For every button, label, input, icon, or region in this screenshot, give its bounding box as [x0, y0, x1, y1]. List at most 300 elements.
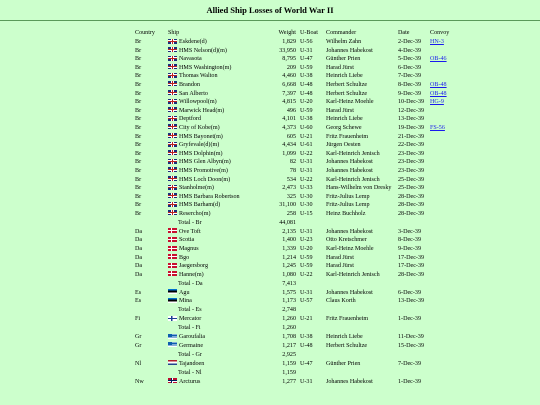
date-cell: 1-Dec-39	[398, 378, 422, 385]
country-flag-icon	[168, 263, 177, 268]
table-row	[133, 124, 458, 133]
empty-cell	[298, 324, 458, 333]
empty-cell	[133, 351, 166, 360]
country-flag-icon	[168, 176, 177, 181]
country-flag-icon	[168, 150, 177, 155]
weight-cell: 1,080	[282, 271, 296, 278]
ship-losses-table	[133, 28, 458, 387]
ship-cell	[166, 342, 266, 351]
convoy-link[interactable]: HG-9	[430, 99, 444, 106]
weight-cell: 2,473	[282, 185, 296, 192]
ship-cell	[166, 124, 266, 133]
table-row	[133, 254, 458, 263]
total-row	[133, 306, 458, 315]
country-cell: Nw	[135, 378, 144, 385]
title-divider	[0, 20, 540, 21]
country-cell: Br	[135, 159, 142, 166]
country-cell: Br	[135, 133, 142, 140]
country-cell: Gr	[135, 334, 142, 341]
country-flag-icon	[168, 185, 177, 190]
ship-name: Garoufalia	[179, 334, 206, 341]
table-row	[133, 201, 458, 210]
ship-name: Mina	[179, 298, 192, 305]
convoy-link[interactable]: OB-48	[430, 81, 447, 88]
date-cell: 12-Dec-39	[398, 107, 425, 114]
ship-cell	[166, 315, 266, 324]
commander-cell: Harad Jürst	[326, 64, 354, 71]
country-flag-icon	[168, 64, 177, 69]
ship-cell	[166, 176, 266, 185]
ship-cell	[166, 64, 266, 73]
date-cell: 22-Dec-39	[398, 142, 425, 149]
weight-cell: 33,950	[279, 47, 296, 54]
convoy-cell	[428, 72, 458, 81]
weight-cell: 1,400	[282, 237, 296, 244]
country-flag-icon	[168, 360, 177, 365]
ship-name: Gryfevale(d)(m)	[179, 142, 220, 149]
ship-name: San Alberto	[179, 90, 208, 97]
country-flag-icon	[168, 90, 177, 95]
uboat-cell: U-31	[300, 159, 313, 166]
table-row	[133, 271, 458, 280]
ship-cell	[166, 98, 266, 107]
total-weight: 7,413	[282, 280, 296, 287]
weight-cell: 1,708	[282, 334, 296, 341]
ship-name: HMS Promotive(m)	[179, 167, 228, 174]
page-title: Allied Ship Losses of World War II	[206, 5, 334, 15]
date-cell: 13-Dec-39	[398, 116, 425, 123]
country-cell: Es	[135, 289, 142, 296]
weight-cell: 325	[286, 193, 296, 200]
table-row	[133, 38, 458, 47]
col-commander-header: Commander	[326, 29, 357, 36]
country-cell: Es	[135, 298, 142, 305]
table-row	[133, 141, 458, 150]
date-cell: 19-Dec-39	[398, 124, 425, 131]
col-weight-header: Weight	[278, 29, 296, 36]
date-cell: 11-Dec-39	[398, 334, 424, 341]
uboat-cell: U-31	[300, 47, 313, 54]
country-cell: Br	[135, 202, 142, 209]
weight-cell: 1,575	[282, 289, 296, 296]
country-flag-icon	[168, 342, 177, 347]
country-cell: Br	[135, 47, 142, 54]
table-row	[133, 150, 458, 159]
ship-name: Mercator	[179, 316, 202, 323]
commander-cell: Claus Korth	[326, 298, 356, 305]
total-weight: 1,159	[282, 369, 296, 376]
ship-name: HMS Loch Doon(m)	[179, 176, 231, 183]
ship-name: Navasota	[179, 56, 202, 63]
table-row	[133, 315, 458, 324]
table-row	[133, 378, 458, 387]
ship-cell	[166, 107, 266, 116]
ship-name: Hanne(m)	[179, 271, 204, 278]
country-cell: Br	[135, 150, 142, 157]
country-flag-icon	[168, 159, 177, 164]
ship-cell	[166, 228, 266, 237]
table-row	[133, 210, 458, 219]
country-cell: Br	[135, 81, 142, 88]
convoy-cell	[428, 271, 458, 280]
table-row	[133, 262, 458, 271]
ship-name: Tajandoen	[179, 360, 205, 367]
weight-cell: 1,339	[282, 246, 296, 253]
ship-cell	[166, 141, 266, 150]
uboat-cell: U-48	[300, 90, 313, 97]
uboat-cell: U-20	[300, 246, 313, 253]
date-cell: 8-Dec-39	[398, 237, 422, 244]
table-row	[133, 184, 458, 193]
empty-cell	[298, 218, 458, 227]
convoy-cell	[428, 297, 458, 306]
country-flag-icon	[168, 99, 177, 104]
total-row	[133, 218, 458, 227]
uboat-cell: U-59	[300, 64, 313, 71]
total-weight: 44,081	[279, 219, 296, 226]
convoy-cell	[428, 378, 458, 387]
commander-cell: Günther Prien	[326, 360, 361, 367]
country-cell: Br	[135, 185, 142, 192]
country-flag-icon	[168, 142, 177, 147]
table-row	[133, 236, 458, 245]
uboat-cell: U-22	[300, 271, 313, 278]
commander-cell: Karl-Heinrich Jenisch	[326, 150, 380, 157]
commander-cell: Herbert Schultze	[326, 81, 368, 88]
country-flag-icon	[168, 378, 177, 383]
weight-cell: 1,829	[282, 39, 296, 45]
weight-cell: 2,135	[282, 228, 296, 235]
table-row	[133, 193, 458, 202]
convoy-cell	[428, 47, 458, 56]
uboat-cell: U-47	[300, 360, 313, 367]
country-cell: Fi	[135, 316, 141, 323]
ship-name: Stanholme(m)	[179, 185, 214, 192]
weight-cell: 209	[286, 64, 296, 71]
ship-name: HMS Washington(m)	[179, 64, 232, 71]
ship-name: Arcturus	[179, 378, 201, 385]
uboat-cell: U-21	[300, 316, 313, 323]
total-row	[133, 351, 458, 360]
weight-cell: 1,214	[282, 254, 296, 261]
ship-cell	[166, 81, 266, 90]
total-row	[133, 369, 458, 378]
ship-name: HMS Barham(d)	[179, 202, 221, 209]
total-label: Total - Nl	[178, 369, 202, 376]
commander-cell: Johannes Habekost	[326, 378, 373, 385]
ship-cell	[166, 193, 266, 202]
uboat-cell: U-38	[300, 73, 313, 80]
ship-name: Bgo	[179, 254, 190, 261]
uboat-cell: U-31	[300, 228, 313, 235]
ship-cell	[166, 184, 266, 193]
commander-cell: Heinrich Liebe	[326, 334, 363, 341]
uboat-cell: U-48	[300, 81, 313, 88]
country-cell: Gr	[135, 342, 142, 349]
convoy-cell	[428, 193, 458, 202]
commander-cell: Johannes Habekost	[326, 228, 373, 235]
convoy-cell	[428, 360, 458, 369]
date-cell: 23-Dec-39	[398, 159, 425, 166]
empty-cell	[133, 279, 166, 288]
ship-name: Scotia	[179, 237, 195, 244]
table-row	[133, 289, 458, 298]
date-cell: 28-Dec-39	[398, 202, 425, 209]
convoy-cell	[428, 81, 458, 90]
ship-cell	[166, 271, 266, 280]
uboat-cell: U-15	[300, 210, 313, 217]
col-country-header: Country	[135, 29, 155, 36]
country-flag-icon	[168, 81, 177, 86]
ship-cell	[166, 254, 266, 263]
table-row	[133, 81, 458, 90]
country-flag-icon	[168, 39, 177, 44]
table-row	[133, 64, 458, 73]
uboat-cell: U-57	[300, 298, 313, 305]
total-label: Total - Da	[178, 280, 203, 287]
country-flag-icon	[168, 124, 177, 129]
commander-cell: Wilhelm Zahn	[326, 39, 362, 45]
table-row	[133, 176, 458, 185]
weight-cell: 4,101	[282, 116, 296, 123]
date-cell: 6-Dec-39	[398, 289, 422, 296]
country-flag-icon	[168, 193, 177, 198]
convoy-cell	[428, 141, 458, 150]
empty-cell	[133, 218, 166, 227]
uboat-cell: U-30	[300, 202, 313, 209]
country-cell: Br	[135, 99, 142, 106]
convoy-cell	[428, 55, 458, 64]
date-cell: 23-Dec-39	[398, 167, 425, 174]
country-cell: Br	[135, 64, 142, 71]
ship-name: Thomas Walton	[179, 73, 218, 80]
country-cell: Da	[135, 254, 143, 261]
date-cell: 28-Dec-39	[398, 271, 425, 278]
country-cell: Da	[135, 228, 143, 235]
country-flag-icon	[168, 47, 177, 52]
uboat-cell: U-31	[300, 378, 313, 385]
country-cell: Br	[135, 167, 142, 174]
convoy-cell	[428, 64, 458, 73]
ship-cell	[166, 167, 266, 176]
convoy-cell	[428, 167, 458, 176]
country-cell: Br	[135, 210, 142, 217]
ship-cell	[166, 90, 266, 99]
country-cell: Da	[135, 246, 143, 253]
country-flag-icon	[168, 298, 177, 303]
commander-cell: Heinrich Liebe	[326, 116, 363, 123]
ship-cell	[166, 72, 266, 81]
weight-cell: 496	[286, 107, 296, 114]
date-cell: 25-Dec-39	[398, 185, 425, 192]
commander-cell: Harad Jürst	[326, 254, 354, 261]
table-row	[133, 90, 458, 99]
uboat-cell: U-56	[300, 39, 313, 45]
ship-name: HMS Nelson(d)(m)	[179, 47, 227, 54]
date-cell: 10-Dec-39	[398, 99, 425, 106]
convoy-link[interactable]: OB-46	[430, 56, 447, 63]
empty-cell	[133, 369, 166, 378]
total-weight: 2,925	[282, 351, 296, 358]
country-flag-icon	[168, 271, 177, 276]
country-flag-icon	[168, 289, 177, 294]
date-cell: 9-Dec-39	[398, 90, 422, 97]
convoy-cell	[428, 254, 458, 263]
ship-cell	[166, 133, 266, 142]
commander-cell: Johannes Habekost	[326, 47, 373, 54]
country-flag-icon	[168, 107, 177, 112]
ship-name: Resercho(m)	[179, 210, 211, 217]
date-cell: 23-Dec-39	[398, 150, 425, 157]
convoy-cell	[428, 245, 458, 254]
convoy-cell	[428, 90, 458, 99]
commander-cell: Johannes Habekost	[326, 159, 373, 166]
country-cell: Da	[135, 271, 143, 278]
country-flag-icon	[168, 133, 177, 138]
convoy-cell	[428, 176, 458, 185]
uboat-cell: U-22	[300, 176, 313, 183]
ship-cell	[166, 55, 266, 64]
convoy-cell	[428, 262, 458, 271]
country-cell: Br	[135, 73, 142, 80]
date-cell: 15-Dec-39	[398, 342, 425, 349]
date-cell: 9-Dec-39	[398, 246, 422, 253]
ship-cell	[166, 158, 266, 167]
commander-cell: Fritz Frauenheim	[326, 316, 369, 323]
weight-cell: 534	[286, 176, 296, 183]
ship-name: Germaine	[179, 342, 204, 349]
uboat-cell: U-20	[300, 99, 313, 106]
uboat-cell: U-23	[300, 237, 313, 244]
country-cell: Nl	[135, 360, 142, 367]
uboat-cell: U-59	[300, 107, 313, 114]
country-cell: Br	[135, 176, 142, 183]
weight-cell: 1,245	[282, 263, 296, 270]
ship-cell	[166, 210, 266, 219]
ship-name: Agu	[179, 289, 190, 296]
ship-name: HMS Barbara Robertson	[179, 193, 240, 200]
country-flag-icon	[168, 254, 177, 259]
commander-cell: Günther Prien	[326, 56, 361, 63]
weight-cell: 1,277	[282, 378, 296, 385]
ship-cell	[166, 378, 266, 387]
uboat-cell: U-31	[300, 167, 313, 174]
date-cell: 13-Dec-39	[398, 298, 425, 305]
convoy-cell	[428, 342, 458, 351]
convoy-cell	[428, 158, 458, 167]
weight-cell: 605	[286, 133, 296, 140]
commander-cell: Karl-Heinrich Jenisch	[326, 271, 380, 278]
ship-cell	[166, 245, 266, 254]
country-flag-icon	[168, 228, 177, 233]
country-cell: Br	[135, 193, 142, 200]
date-cell: 4-Dec-39	[398, 47, 422, 54]
table-row	[133, 333, 458, 342]
table-row	[133, 133, 458, 142]
convoy-cell	[428, 38, 458, 47]
country-cell: Br	[135, 39, 142, 45]
ship-name: Ove Toft	[179, 228, 201, 235]
commander-cell: Harad Jürst	[326, 263, 354, 270]
empty-cell	[298, 369, 458, 378]
date-cell: 17-Dec-39	[398, 263, 425, 270]
weight-cell: 1,260	[282, 316, 296, 323]
convoy-cell	[428, 236, 458, 245]
ship-cell	[166, 289, 266, 298]
country-cell: Br	[135, 107, 142, 114]
weight-cell: 4,815	[282, 99, 296, 106]
convoy-cell	[428, 150, 458, 159]
commander-cell: Johannes Habekost	[326, 167, 373, 174]
weight-cell: 1,099	[282, 150, 296, 157]
date-cell: 28-Dec-39	[398, 210, 425, 217]
uboat-cell: U-38	[300, 116, 313, 123]
convoy-cell	[428, 107, 458, 116]
table-row	[133, 72, 458, 81]
uboat-cell: U-60	[300, 124, 313, 131]
country-flag-icon	[168, 316, 177, 321]
weight-cell: 31,100	[279, 202, 296, 209]
commander-cell: Karl-Heinz Moehle	[326, 99, 374, 106]
date-cell: 6-Dec-39	[398, 64, 422, 71]
country-flag-icon	[168, 202, 177, 207]
weight-cell: 1,159	[282, 360, 296, 367]
commander-cell: Johannes Habekost	[326, 289, 373, 296]
weight-cell: 1,217	[282, 342, 296, 349]
weight-cell: 4,434	[282, 142, 296, 149]
convoy-cell	[428, 210, 458, 219]
ship-cell	[166, 236, 266, 245]
uboat-cell: U-47	[300, 56, 313, 63]
country-cell: Da	[135, 263, 143, 270]
col-ship-header: Ship	[168, 29, 180, 36]
table-row	[133, 55, 458, 64]
commander-cell: Herbert Schultze	[326, 90, 368, 97]
empty-cell	[133, 306, 166, 315]
uboat-cell: U-21	[300, 133, 313, 140]
convoy-cell	[428, 333, 458, 342]
table-row	[133, 360, 458, 369]
total-row	[133, 324, 458, 333]
ship-name: Marwick Head(m)	[179, 107, 225, 114]
date-cell: 5-Dec-39	[398, 56, 422, 63]
ship-cell	[166, 150, 266, 159]
weight-cell: 78	[289, 167, 296, 174]
commander-cell: Fritz-Julius Lemp	[326, 202, 370, 209]
table-row	[133, 115, 458, 124]
total-label: Total - Es	[178, 307, 202, 314]
uboat-cell: U-48	[300, 342, 313, 349]
ship-name: Jaegersborg	[179, 263, 208, 270]
date-cell: 2-Dec-39	[398, 39, 422, 45]
table-row	[133, 342, 458, 351]
commander-cell: Heinrich Liebe	[326, 73, 363, 80]
ship-name: HMS Glen Albyn(m)	[179, 159, 231, 166]
empty-cell	[298, 351, 458, 360]
date-cell: 25-Dec-39	[398, 176, 425, 183]
country-flag-icon	[168, 210, 177, 215]
convoy-link[interactable]: FS-56	[430, 124, 445, 131]
convoy-link[interactable]: HN-3	[430, 39, 444, 45]
country-cell: Da	[135, 237, 143, 244]
weight-cell: 258	[286, 210, 296, 217]
table-row	[133, 158, 458, 167]
date-cell: 8-Dec-39	[398, 81, 422, 88]
ship-cell	[166, 201, 266, 210]
uboat-cell: U-31	[300, 289, 313, 296]
table-body	[133, 38, 458, 387]
convoy-link[interactable]: OB-48	[430, 90, 447, 97]
